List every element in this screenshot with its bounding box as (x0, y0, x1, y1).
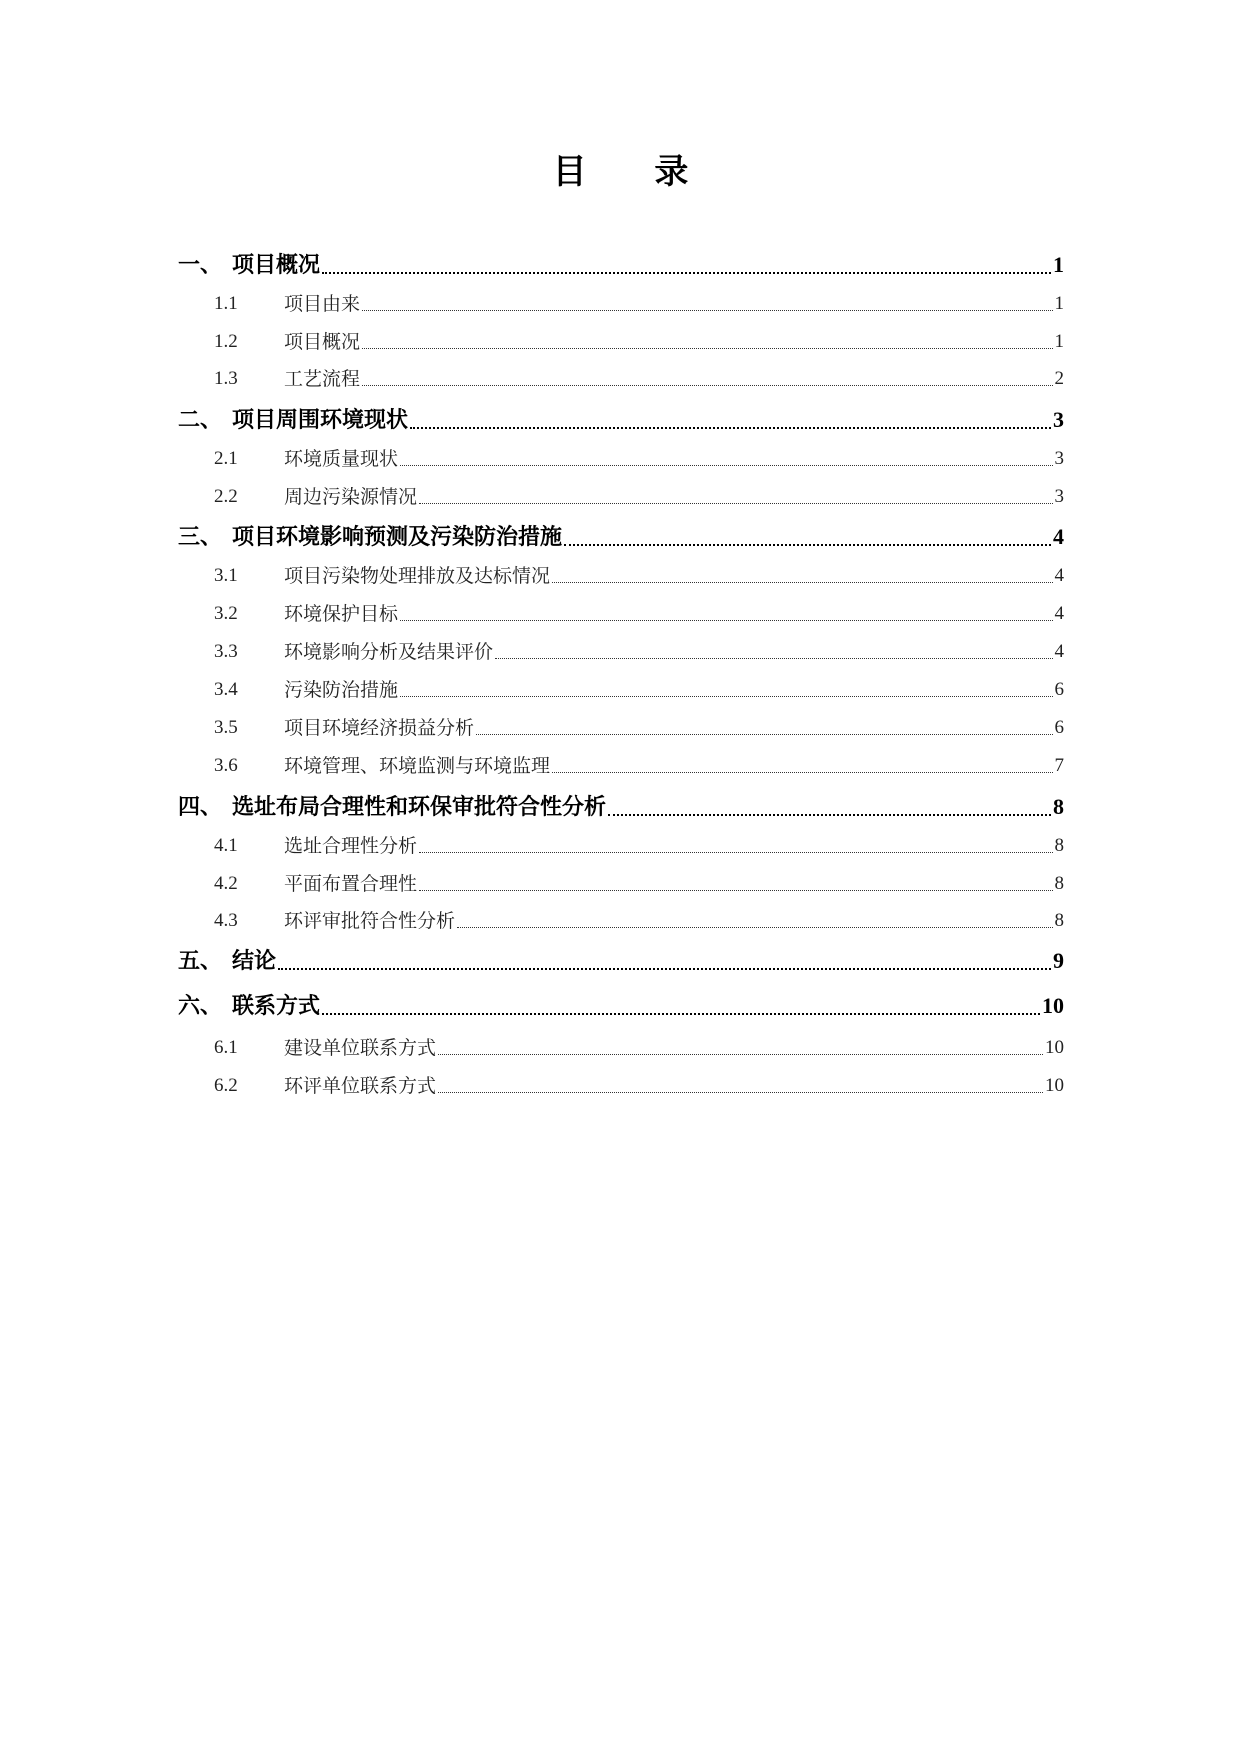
entry-title: 项目由来 (284, 293, 361, 315)
entry-title: 环境保护目标 (284, 603, 399, 625)
toc-section-entry[interactable] (214, 676, 1064, 704)
entry-page-number: 4 (1054, 641, 1064, 662)
toc-title: 目 录 (552, 152, 717, 192)
entry-number: 3.3 (214, 641, 238, 662)
entry-number: 4.2 (214, 873, 238, 894)
entry-title: 项目周围环境现状 (232, 407, 409, 433)
entry-number: 4.1 (214, 835, 238, 856)
toc-section-entry[interactable] (214, 600, 1064, 628)
dot-leader (457, 927, 1052, 928)
toc-chapter-entry[interactable] (178, 522, 1064, 552)
entry-title: 项目环境影响预测及污染防治措施 (232, 524, 563, 550)
dot-leader (608, 814, 1051, 816)
entry-page-number: 4 (1054, 603, 1064, 624)
toc-chapter-entry[interactable] (178, 405, 1064, 435)
entry-number: 6.2 (214, 1075, 238, 1096)
entry-number: 3.5 (214, 717, 238, 738)
entry-title: 工艺流程 (284, 368, 361, 390)
entry-title: 项目环境经济损益分析 (284, 717, 475, 739)
toc-section-entry[interactable] (214, 290, 1064, 318)
entry-number: 2.1 (214, 448, 238, 469)
entry-title: 周边污染源情况 (284, 486, 418, 508)
entry-title: 污染防治措施 (284, 679, 399, 701)
toc-section-entry[interactable] (214, 483, 1064, 511)
entry-page-number: 8 (1054, 910, 1064, 931)
entry-title: 环境管理、环境监测与环境监理 (284, 755, 551, 777)
toc-section-entry[interactable] (214, 1034, 1064, 1062)
entry-title: 项目概况 (284, 331, 361, 353)
entry-page-number: 8 (1054, 873, 1064, 894)
entry-title: 联系方式 (232, 993, 321, 1019)
entry-title: 环评单位联系方式 (284, 1075, 437, 1097)
toc-chapter-entry[interactable] (178, 250, 1064, 280)
entry-title: 环评审批符合性分析 (284, 910, 456, 932)
entry-number: 1.2 (214, 331, 238, 352)
toc-section-entry[interactable] (214, 328, 1064, 356)
entry-title: 选址合理性分析 (284, 835, 418, 857)
dot-leader (495, 658, 1052, 659)
toc-section-entry[interactable] (214, 365, 1064, 393)
entry-page-number: 3 (1054, 448, 1064, 469)
dot-leader (438, 1054, 1043, 1055)
dot-leader (400, 465, 1052, 466)
entry-title: 项目概况 (232, 252, 321, 278)
entry-page-number: 7 (1054, 755, 1064, 776)
dot-leader (278, 968, 1051, 970)
entry-number: 3.4 (214, 679, 238, 700)
toc-section-entry[interactable] (214, 445, 1064, 473)
dot-leader (362, 385, 1052, 386)
dot-leader (400, 696, 1052, 697)
entry-title: 环境影响分析及结果评价 (284, 641, 494, 663)
entry-title: 项目污染物处理排放及达标情况 (284, 565, 551, 587)
toc-section-entry[interactable] (214, 562, 1064, 590)
entry-page-number: 1 (1054, 331, 1064, 352)
entry-page-number: 1 (1053, 252, 1064, 277)
entry-number: 五、 (178, 948, 223, 974)
entry-number: 四、 (178, 794, 223, 820)
entry-page-number: 4 (1054, 565, 1064, 586)
dot-leader (410, 427, 1051, 429)
entry-page-number: 3 (1053, 407, 1064, 432)
dot-leader (419, 503, 1052, 504)
entry-number: 1.1 (214, 293, 238, 314)
entry-title: 平面布置合理性 (284, 873, 418, 895)
toc-section-entry[interactable] (214, 1072, 1064, 1100)
dot-leader (419, 890, 1052, 891)
entry-number: 2.2 (214, 486, 238, 507)
toc-chapter-entry[interactable] (178, 991, 1064, 1021)
toc-section-entry[interactable] (214, 870, 1064, 898)
entry-number: 1.3 (214, 368, 238, 389)
entry-number: 6.1 (214, 1037, 238, 1058)
dot-leader (362, 348, 1052, 349)
entry-page-number: 8 (1053, 794, 1064, 819)
entry-number: 4.3 (214, 910, 238, 931)
dot-leader (322, 1013, 1040, 1015)
dot-leader (362, 310, 1052, 311)
dot-leader (400, 620, 1052, 621)
entry-title: 结论 (232, 948, 277, 974)
dot-leader (419, 852, 1052, 853)
entry-number: 六、 (178, 993, 223, 1019)
entry-title: 建设单位联系方式 (284, 1037, 437, 1059)
entry-page-number: 6 (1054, 679, 1064, 700)
entry-number: 3.2 (214, 603, 238, 624)
toc-section-entry[interactable] (214, 714, 1064, 742)
entry-number: 3.1 (214, 565, 238, 586)
dot-leader (564, 544, 1051, 546)
toc-section-entry[interactable] (214, 752, 1064, 780)
entry-title: 选址布局合理性和环保审批符合性分析 (232, 794, 607, 820)
toc-chapter-entry[interactable] (178, 792, 1064, 822)
dot-leader (552, 772, 1052, 773)
entry-page-number: 10 (1045, 1075, 1064, 1096)
entry-page-number: 8 (1054, 835, 1064, 856)
entry-page-number: 9 (1053, 948, 1064, 973)
dot-leader (438, 1092, 1043, 1093)
entry-number: 二、 (178, 407, 223, 433)
dot-leader (552, 582, 1052, 583)
toc-chapter-entry[interactable] (178, 946, 1064, 976)
toc-section-entry[interactable] (214, 907, 1064, 935)
entry-title: 环境质量现状 (284, 448, 399, 470)
toc-section-entry[interactable] (214, 638, 1064, 666)
entry-page-number: 10 (1045, 1037, 1064, 1058)
dot-leader (476, 734, 1052, 735)
entry-page-number: 1 (1054, 293, 1064, 314)
toc-section-entry[interactable] (214, 832, 1064, 860)
entry-page-number: 10 (1042, 993, 1064, 1018)
entry-number: 一、 (178, 252, 223, 278)
entry-page-number: 2 (1054, 368, 1064, 389)
entry-number: 三、 (178, 524, 223, 550)
entry-page-number: 3 (1054, 486, 1064, 507)
entry-number: 3.6 (214, 755, 238, 776)
entry-page-number: 6 (1054, 717, 1064, 738)
entry-page-number: 4 (1053, 524, 1064, 549)
dot-leader (322, 272, 1051, 274)
